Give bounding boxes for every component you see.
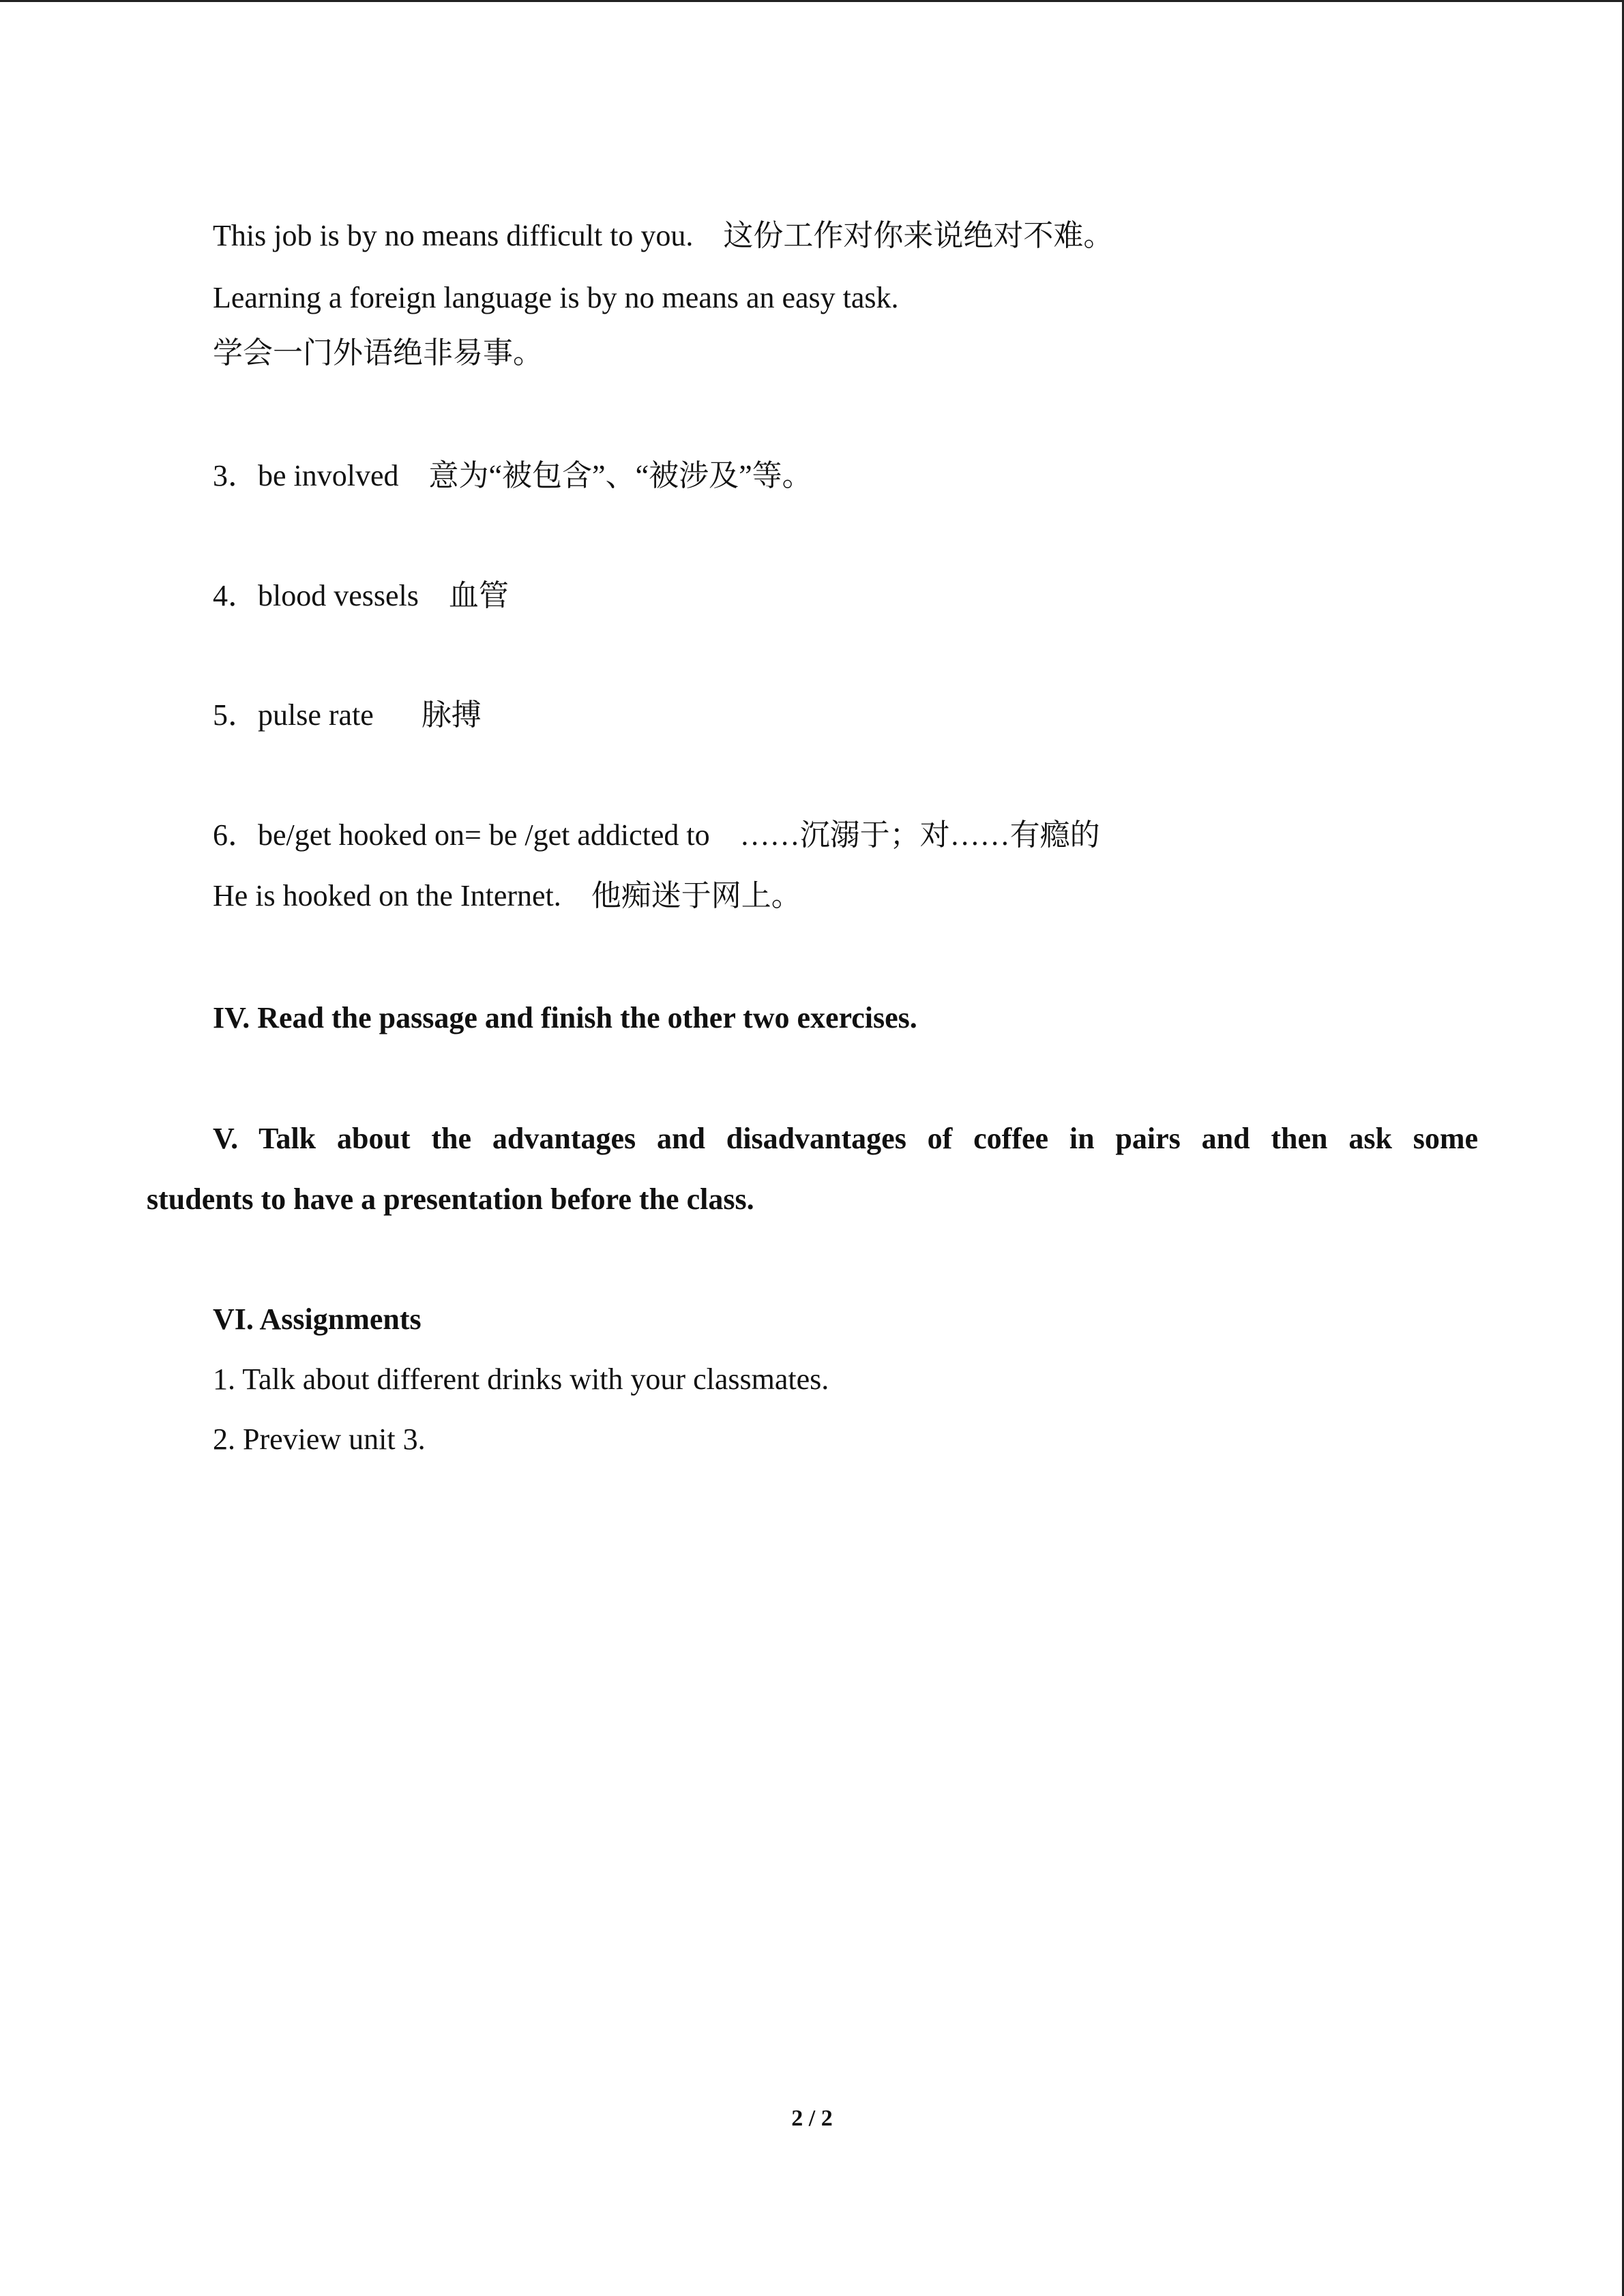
s5-word-7: disadvantages [726, 1122, 906, 1155]
s5-word-15: some [1413, 1122, 1479, 1155]
item-4-number: 4． [213, 579, 258, 612]
s5-word-9: coffee [973, 1122, 1049, 1155]
section-5-heading-line1 [213, 1118, 1478, 1159]
item-4-term: blood vessels [258, 579, 419, 612]
item-6 [213, 815, 1100, 856]
s5-word-14: ask [1348, 1122, 1392, 1155]
s5-word-12: and [1201, 1122, 1250, 1155]
s5-word-5: advantages [492, 1122, 636, 1155]
s5-word-1: V. [213, 1122, 239, 1155]
page-top-border [0, 0, 1624, 2]
assignment-2-number: 2. [213, 1422, 235, 1456]
item-6-gloss: ……沉溺于；对……有瘾的 [739, 818, 1100, 852]
section-4-heading: IV. Read the passage and finish the other two exercises. [213, 1001, 917, 1034]
s5-word-10: in [1069, 1122, 1095, 1155]
item-5 [213, 695, 482, 736]
s5-word-8: of [927, 1122, 953, 1155]
item-6-example-zh: 他痴迷于网上。 [591, 879, 801, 912]
section-6-heading: VI. Assignments [213, 1302, 422, 1336]
item-3 [213, 456, 812, 496]
assignment-2-text: Preview unit 3. [243, 1422, 426, 1456]
item-4-gloss: 血管 [448, 579, 509, 612]
section-5-heading-line2: students to have a presentation before the class. [147, 1182, 754, 1216]
s5-word-2: Talk [259, 1122, 316, 1155]
example2-zh: 学会一门外语绝非易事。 [213, 336, 543, 370]
item-3-gloss: 意为“被包含”、“被涉及”等。 [428, 459, 812, 492]
item-5-gloss: 脉搏 [421, 698, 482, 732]
assignment-1-text: Talk about different drinks with your classmates. [242, 1362, 829, 1396]
example1-line [213, 215, 1113, 256]
example1-zh: 这份工作对你来说绝对不难。 [723, 219, 1114, 252]
item-5-term: pulse rate [258, 698, 374, 732]
assignment-item-1 [213, 1359, 829, 1400]
item-6-example [213, 876, 801, 916]
s5-word-13: then [1271, 1122, 1328, 1155]
item-6-term: be/get hooked on= be /get addicted to [258, 818, 710, 852]
s5-word-11: pairs [1115, 1122, 1181, 1155]
s5-word-6: and [656, 1122, 705, 1155]
item-3-number: 3． [213, 459, 258, 492]
s5-word-3: about [336, 1122, 411, 1155]
example1-en: This job is by no means difficult to you. [213, 219, 694, 252]
assignment-1-number: 1. [213, 1362, 235, 1396]
page-number: 2 / 2 [791, 2106, 833, 2131]
item-4 [213, 576, 509, 616]
item-6-number: 6． [213, 818, 258, 852]
item-5-number: 5． [213, 698, 258, 732]
item-6-example-en: He is hooked on the Internet. [213, 879, 561, 912]
example2-en: Learning a foreign language is by no means an easy task. [213, 281, 899, 314]
s5-word-4: the [431, 1122, 472, 1155]
assignment-item-2 [213, 1419, 426, 1460]
item-3-term: be involved [258, 459, 399, 492]
